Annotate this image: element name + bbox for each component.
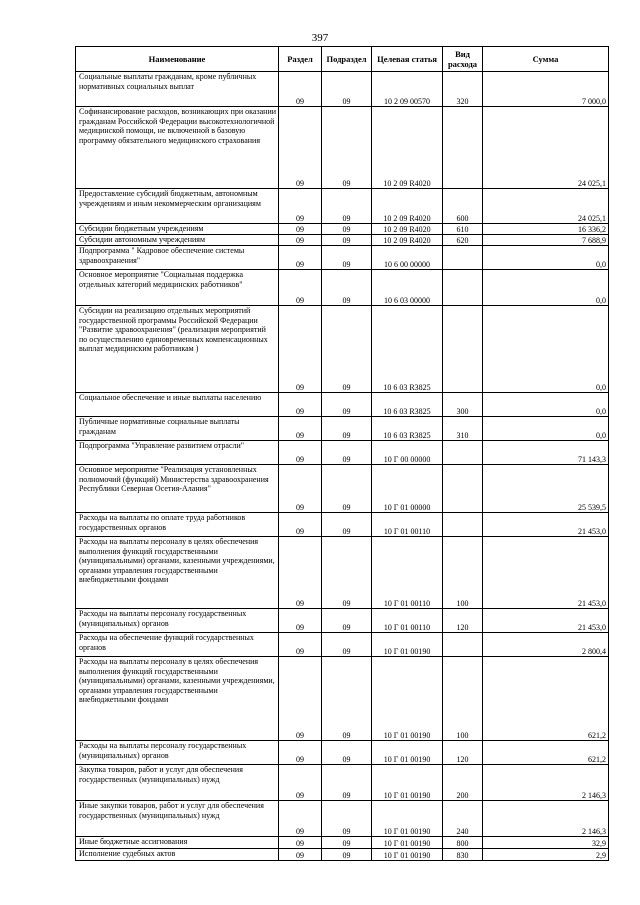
- cell-name: Основное мероприятие "Социальная поддержка отдельных категорий медицинских работников": [76, 270, 279, 306]
- cell-name: Основное мероприятие "Реализация установленных полномочий (функций) Министерства здравоохранения Республики Северная Осетия-Алания": [76, 465, 279, 513]
- header-expense-type: Вид расхода: [443, 47, 483, 72]
- cell-subsection: 09: [322, 72, 372, 107]
- cell-amount: 2,9: [483, 849, 609, 861]
- cell-section: 09: [279, 393, 322, 417]
- header-section: Раздел: [279, 47, 322, 72]
- cell-section: 09: [279, 513, 322, 537]
- cell-target: 10 6 03 R3825: [372, 393, 443, 417]
- cell-subsection: 09: [322, 246, 372, 270]
- table-row: [76, 189, 609, 224]
- cell-subsection: 09: [322, 107, 372, 189]
- cell-amount: 24 025,1: [483, 189, 609, 224]
- cell-expense-type: 830: [443, 849, 483, 861]
- cell-name: Расходы на обеспечение функций государственных органов: [76, 633, 279, 657]
- cell-name: Софинансирование расходов, возникающих при оказании гражданам Российской Федерации высокотехнологичной медицинской помощи, не включенной в базовую программу обязательного медицинского страхования: [76, 107, 279, 189]
- cell-amount: 621,2: [483, 657, 609, 741]
- cell-subsection: 09: [322, 393, 372, 417]
- cell-expense-type: 300: [443, 393, 483, 417]
- cell-section: 09: [279, 270, 322, 306]
- table-row: [76, 513, 609, 537]
- cell-expense-type: [443, 270, 483, 306]
- cell-subsection: 09: [322, 441, 372, 465]
- cell-section: 09: [279, 235, 322, 246]
- cell-target: 10 Г 01 00190: [372, 633, 443, 657]
- cell-name: Субсидии на реализацию отдельных мероприятий государственной программы Российской Федерации "Развитие здравоохранения" (реализация мероприятий по осуществлению единовременных компенсационных выплат медицинским работникам ): [76, 306, 279, 393]
- table-row: [76, 765, 609, 801]
- cell-name: Социальное обеспечение и иные выплаты населению: [76, 393, 279, 417]
- cell-expense-type: 200: [443, 765, 483, 801]
- cell-name: Расходы на выплаты персоналу в целях обеспечения выполнения функций государственными (муниципальными) органами, казенными учреждениями, органами управления государственными внебюджетными фондами: [76, 537, 279, 609]
- cell-section: 09: [279, 306, 322, 393]
- cell-expense-type: [443, 633, 483, 657]
- table-row: [76, 537, 609, 609]
- cell-name: Иные бюджетные ассигнования: [76, 837, 279, 849]
- budget-table: [75, 46, 609, 861]
- cell-target: 10 Г 01 00190: [372, 849, 443, 861]
- cell-target: 10 6 03 R3825: [372, 417, 443, 441]
- cell-expense-type: 600: [443, 189, 483, 224]
- page-number: 397: [311, 32, 329, 44]
- table-row: [76, 741, 609, 765]
- table-header-row: [76, 47, 609, 72]
- header-amount: Сумма: [483, 47, 609, 72]
- cell-section: 09: [279, 224, 322, 235]
- cell-name: Иные закупки товаров, работ и услуг для обеспечения государственных (муниципальных) нужд: [76, 801, 279, 837]
- cell-target: 10 6 00 00000: [372, 246, 443, 270]
- cell-expense-type: 100: [443, 537, 483, 609]
- cell-subsection: 09: [322, 270, 372, 306]
- cell-section: 09: [279, 441, 322, 465]
- table-row: [76, 224, 609, 235]
- cell-name: Закупка товаров, работ и услуг для обеспечения государственных (муниципальных) нужд: [76, 765, 279, 801]
- header-subsection: Подраздел: [322, 47, 372, 72]
- cell-target: 10 Г 01 00110: [372, 513, 443, 537]
- cell-target: 10 Г 01 00190: [372, 765, 443, 801]
- cell-amount: 32,9: [483, 837, 609, 849]
- table-row: [76, 441, 609, 465]
- cell-section: 09: [279, 107, 322, 189]
- cell-subsection: 09: [322, 235, 372, 246]
- cell-expense-type: 320: [443, 72, 483, 107]
- cell-section: 09: [279, 801, 322, 837]
- cell-target: 10 Г 00 00000: [372, 441, 443, 465]
- table-row: [76, 465, 609, 513]
- cell-amount: 7 688,9: [483, 235, 609, 246]
- cell-section: 09: [279, 417, 322, 441]
- cell-target: 10 2 09 R4020: [372, 224, 443, 235]
- cell-subsection: 09: [322, 657, 372, 741]
- table-row: [76, 801, 609, 837]
- cell-amount: 21 453,0: [483, 513, 609, 537]
- cell-section: 09: [279, 849, 322, 861]
- cell-subsection: 09: [322, 741, 372, 765]
- cell-amount: 24 025,1: [483, 107, 609, 189]
- cell-name: Подпрограмма " Кадровое обеспечение системы здравоохранения": [76, 246, 279, 270]
- cell-amount: 2 800,4: [483, 633, 609, 657]
- cell-name: Расходы на выплаты по оплате труда работников государственных органов: [76, 513, 279, 537]
- table-row: [76, 306, 609, 393]
- cell-target: 10 Г 01 00190: [372, 741, 443, 765]
- cell-amount: 0,0: [483, 246, 609, 270]
- cell-section: 09: [279, 465, 322, 513]
- cell-amount: 2 146,3: [483, 765, 609, 801]
- table-row: [76, 849, 609, 861]
- cell-amount: 0,0: [483, 393, 609, 417]
- table-row: [76, 837, 609, 849]
- cell-target: 10 2 09 R4020: [372, 107, 443, 189]
- cell-target: 10 Г 01 00190: [372, 657, 443, 741]
- cell-expense-type: 610: [443, 224, 483, 235]
- table-row: [76, 270, 609, 306]
- cell-name: Субсидии бюджетным учреждениям: [76, 224, 279, 235]
- table-row: [76, 609, 609, 633]
- table-row: [76, 107, 609, 189]
- cell-name: Публичные нормативные социальные выплаты гражданам: [76, 417, 279, 441]
- table-row: [76, 417, 609, 441]
- cell-expense-type: 120: [443, 741, 483, 765]
- cell-amount: 21 453,0: [483, 537, 609, 609]
- cell-name: Социальные выплаты гражданам, кроме публичных нормативных социальных выплат: [76, 72, 279, 107]
- table-row: [76, 72, 609, 107]
- table-row: [76, 235, 609, 246]
- cell-subsection: 09: [322, 465, 372, 513]
- cell-target: 10 2 09 R4020: [372, 235, 443, 246]
- cell-target: 10 Г 01 00110: [372, 609, 443, 633]
- cell-amount: 0,0: [483, 306, 609, 393]
- table-row: [76, 657, 609, 741]
- cell-expense-type: 620: [443, 235, 483, 246]
- cell-section: 09: [279, 72, 322, 107]
- cell-section: 09: [279, 246, 322, 270]
- cell-amount: 21 453,0: [483, 609, 609, 633]
- cell-amount: 0,0: [483, 417, 609, 441]
- cell-name: Расходы на выплаты персоналу в целях обеспечения выполнения функций государственными (муниципальными) органами, казенными учреждениями, органами управления государственными внебюджетными фондами: [76, 657, 279, 741]
- cell-subsection: 09: [322, 849, 372, 861]
- cell-section: 09: [279, 741, 322, 765]
- cell-amount: 71 143,3: [483, 441, 609, 465]
- cell-amount: 7 000,0: [483, 72, 609, 107]
- table-row: [76, 633, 609, 657]
- cell-expense-type: 120: [443, 609, 483, 633]
- cell-expense-type: [443, 441, 483, 465]
- cell-target: 10 Г 01 00110: [372, 537, 443, 609]
- cell-subsection: 09: [322, 765, 372, 801]
- cell-section: 09: [279, 633, 322, 657]
- cell-target: 10 2 09 00570: [372, 72, 443, 107]
- cell-name: Расходы на выплаты персоналу государственных (муниципальных) органов: [76, 741, 279, 765]
- table-row: [76, 393, 609, 417]
- cell-name: Предоставление субсидий бюджетным, автономным учреждениям и иным некоммерческим организациям: [76, 189, 279, 224]
- cell-target: 10 Г 01 00190: [372, 837, 443, 849]
- cell-target: 10 6 03 R3825: [372, 306, 443, 393]
- cell-section: 09: [279, 609, 322, 633]
- cell-subsection: 09: [322, 224, 372, 235]
- cell-expense-type: 100: [443, 657, 483, 741]
- cell-subsection: 09: [322, 306, 372, 393]
- cell-subsection: 09: [322, 513, 372, 537]
- cell-expense-type: [443, 465, 483, 513]
- cell-section: 09: [279, 765, 322, 801]
- cell-name: Субсидии автономным учреждениям: [76, 235, 279, 246]
- cell-subsection: 09: [322, 189, 372, 224]
- cell-name: Исполнение судебных актов: [76, 849, 279, 861]
- cell-expense-type: 240: [443, 801, 483, 837]
- cell-target: 10 2 09 R4020: [372, 189, 443, 224]
- cell-expense-type: 310: [443, 417, 483, 441]
- cell-amount: 25 539,5: [483, 465, 609, 513]
- cell-subsection: 09: [322, 417, 372, 441]
- cell-expense-type: [443, 513, 483, 537]
- cell-amount: 2 146,3: [483, 801, 609, 837]
- cell-amount: 16 336,2: [483, 224, 609, 235]
- cell-section: 09: [279, 537, 322, 609]
- cell-subsection: 09: [322, 609, 372, 633]
- cell-expense-type: 800: [443, 837, 483, 849]
- cell-subsection: 09: [322, 633, 372, 657]
- cell-subsection: 09: [322, 537, 372, 609]
- cell-target: 10 Г 01 00000: [372, 465, 443, 513]
- cell-section: 09: [279, 837, 322, 849]
- cell-name: Подпрограмма "Управление развитием отрасли": [76, 441, 279, 465]
- cell-amount: 0,0: [483, 270, 609, 306]
- cell-section: 09: [279, 657, 322, 741]
- cell-section: 09: [279, 189, 322, 224]
- cell-expense-type: [443, 246, 483, 270]
- cell-amount: 621,2: [483, 741, 609, 765]
- cell-subsection: 09: [322, 801, 372, 837]
- cell-expense-type: [443, 107, 483, 189]
- cell-subsection: 09: [322, 837, 372, 849]
- header-target: Целевая статья: [372, 47, 443, 72]
- cell-target: 10 6 03 00000: [372, 270, 443, 306]
- header-name: Наименование: [76, 47, 279, 72]
- cell-expense-type: [443, 306, 483, 393]
- cell-name: Расходы на выплаты персоналу государственных (муниципальных) органов: [76, 609, 279, 633]
- table-row: [76, 246, 609, 270]
- cell-target: 10 Г 01 00190: [372, 801, 443, 837]
